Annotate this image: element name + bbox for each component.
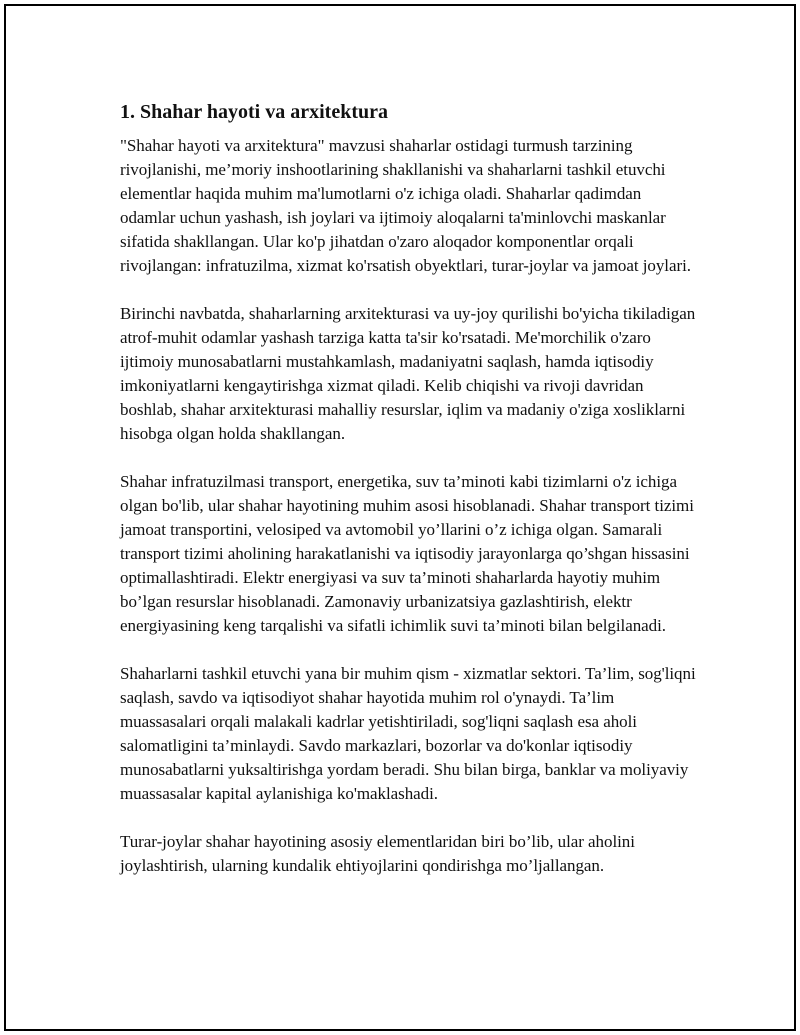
paragraph-architecture: Birinchi navbatda, shaharlarning arxitekturasi va uy-joy qurilishi bo'yicha tikiladigan atrof-muhit odamlar yashash tarziga katta ta'sir ko'rsatadi. Me'morchilik o'zaro ijtimoiy munosabatlarni mustahkamlash, madaniyatni saqlash, hamda iqtisodiy imkoniyatlarni kengaytirishga xizmat qiladi. Kelib chiqishi va rivoji davridan boshlab, shahar arxitekturasi mahalliy resurslar, iqlim va madaniy o'ziga xosliklarni hisobga olgan holda shakllangan. xyxy=(120,304,696,443)
document-body xyxy=(120,98,700,878)
paragraph-infrastructure: Shahar infratuzilmasi transport, energetika, suv ta’minoti kabi tizimlarni o'z ichiga olgan bo'lib, ular shahar hayotining muhim asosi hisoblanadi. Shahar transport tizimi jamoat transportini, velosiped va avtomobil yo’llarini o’z ichiga olgan. Samarali transport tizimi aholining harakatlanishi va iqtisodiy jarayonlarga qo’shgan hissasini optimallashtiradi. Elektr energiyasi va suv ta’minoti shaharlarda hayotiy muhim bo’lgan resurslar hisoblanadi. Zamonaviy urbanizatsiya gazlashtirish, elektr energiyasining keng tarqalishi va sifatli ichimlik suvi ta’minoti bilan belgilanadi. xyxy=(120,472,694,635)
page-border xyxy=(4,4,796,1031)
paragraph-services: Shaharlarni tashkil etuvchi yana bir muhim qism - xizmatlar sektori. Ta’lim, sog'liqni saqlash, savdo va iqtisodiyot shahar hayotida muhim rol o'ynaydi. Ta’lim muassasalari orqali malakali kadrlar yetishtiriladi, sog'liqni saqlash esa aholi salomatligini ta’minlaydi. Savdo markazlari, bozorlar va do'konlar iqtisodiy munosabatlarni yuksaltirishga yordam beradi. Shu bilan birga, banklar va moliyaviy muassasalar kapital aylanishiga ko'maklashadi. xyxy=(120,664,696,803)
paragraph-intro: "Shahar hayoti va arxitektura" mavzusi shaharlar ostidagi turmush tarzining rivojlanishi, me’moriy inshootlarining shakllanishi va shaharlarni tashkil etuvchi elementlar haqida muhim ma'lumotlarni o'z ichiga oladi. Shaharlar qadimdan odamlar uchun yashash, ish joylari va ijtimoiy aloqalarni ta'minlovchi maskanlar sifatida shakllangan. Ular ko'p jihatdan o'zaro aloqador komponentlar orqali rivojlangan: infratuzilma, xizmat ko'rsatish obyektlari, turar-joylar va jamoat joylari. xyxy=(120,136,691,275)
section-heading: 1. Shahar hayoti va arxitektura xyxy=(120,101,388,123)
paragraph-housing: Turar-joylar shahar hayotining asosiy elementlaridan biri bo’lib, ular aholini joylashtirish, ularning kundalik ehtiyojlarini qondirishga mo’ljallangan. xyxy=(120,832,635,875)
